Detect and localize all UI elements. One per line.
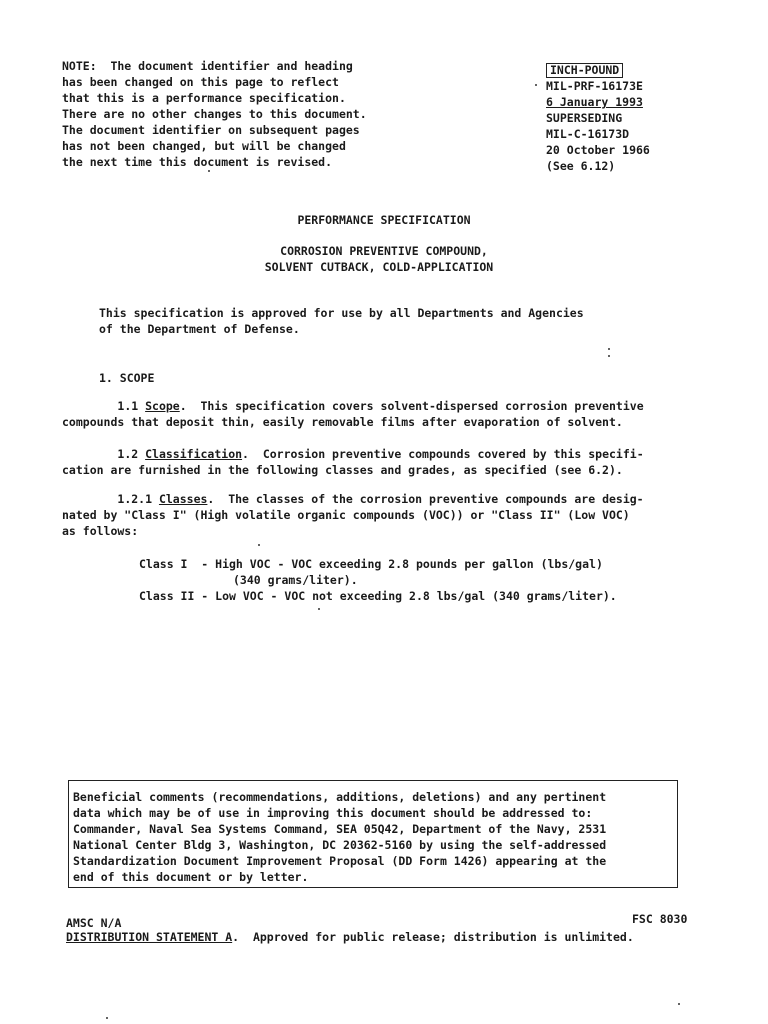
superseded-document-number: MIL-C-16173D	[546, 127, 630, 141]
document-title-line-1: CORROSION PREVENTIVE COMPOUND,	[280, 244, 488, 258]
note-block	[62, 58, 367, 170]
paragraph-1-2: 1.2 Classification. Corrosion preventive compounds covered by this specifi- cation are furnished in the following classes and grades, as specified (see 6.2).	[62, 447, 644, 477]
class-ii-item: Class II - Low VOC - VOC not exceeding 2.8 lbs/gal (340 grams/liter).	[139, 589, 617, 603]
scan-speck	[106, 1017, 108, 1019]
class-i-item-continued: (340 grams/liter).	[233, 573, 358, 587]
scan-speck	[318, 608, 320, 610]
document-title-line-2: SOLVENT CUTBACK, COLD-APPLICATION	[264, 260, 494, 274]
note-line: the next time this document is revised.	[62, 155, 333, 169]
paragraph-title: Classification	[145, 447, 243, 461]
paragraph-title: Scope	[145, 399, 180, 413]
class-list	[139, 556, 617, 604]
document-identifier-block	[546, 62, 650, 174]
section-heading-scope: 1. SCOPE	[99, 371, 155, 385]
note-line: that this is a performance specification.	[62, 91, 346, 105]
fsc-label: FSC 8030	[632, 912, 688, 926]
note-line: NOTE: The document identifier and heading	[62, 59, 353, 73]
amsc-label: AMSC N/A	[66, 916, 122, 930]
scan-speck	[608, 348, 610, 350]
scan-speck	[608, 355, 610, 357]
note-line: The document identifier on subsequent pages	[62, 123, 360, 137]
note-line: has not been changed, but will be changed	[62, 139, 346, 153]
approval-statement: This specification is approved for use by all Departments and Agencies of the Department of Defense.	[99, 306, 584, 336]
inch-pound-label: INCH-POUND	[546, 62, 650, 78]
paragraph-1-2-1: 1.2.1 Classes. The classes of the corrosion preventive compounds are desig- nated by "Class I" (High volatile organic compounds (VOC)) or "Class II" (Low VOC) as follows:	[62, 492, 644, 538]
scan-speck	[535, 84, 537, 86]
paragraph-title: Classes	[158, 492, 208, 506]
specification-type: PERFORMANCE SPECIFICATION	[297, 213, 471, 227]
distribution-statement: DISTRIBUTION STATEMENT A. Approved for public release; distribution is unlimited.	[66, 930, 634, 944]
see-reference: (See 6.12)	[546, 159, 616, 173]
note-line: has been changed on this page to reflect	[62, 75, 339, 89]
scan-speck	[208, 170, 210, 172]
paragraph-1-1: 1.1 Scope. This specification covers solvent-dispersed corrosion preventive compounds that deposit thin, easily removable films after evaporation of solvent.	[62, 399, 644, 429]
document-date: 6 January 1993	[546, 95, 643, 109]
comments-box: Beneficial comments (recommendations, additions, deletions) and any pertinent data which may be of use in improving this document should be addressed to: Commander, Naval Sea Systems Command, SEA 05Q42, Department of the Navy, 2531 National Center Bldg 3, Washington, DC 20362-5160 by using the self-addressed Standardization Document Improvement Proposal (DD Form 1426) appearing at the end of this document or by letter.	[68, 780, 678, 888]
scan-speck	[678, 1003, 680, 1005]
class-i-item: Class I - High VOC - VOC exceeding 2.8 pounds per gallon (lbs/gal)	[139, 557, 603, 571]
document-number: MIL-PRF-16173E	[546, 79, 643, 93]
superseding-label: SUPERSEDING	[546, 111, 623, 125]
note-line: There are no other changes to this document.	[62, 107, 367, 121]
scan-speck	[258, 544, 260, 546]
superseded-date: 20 October 1966	[546, 143, 650, 157]
